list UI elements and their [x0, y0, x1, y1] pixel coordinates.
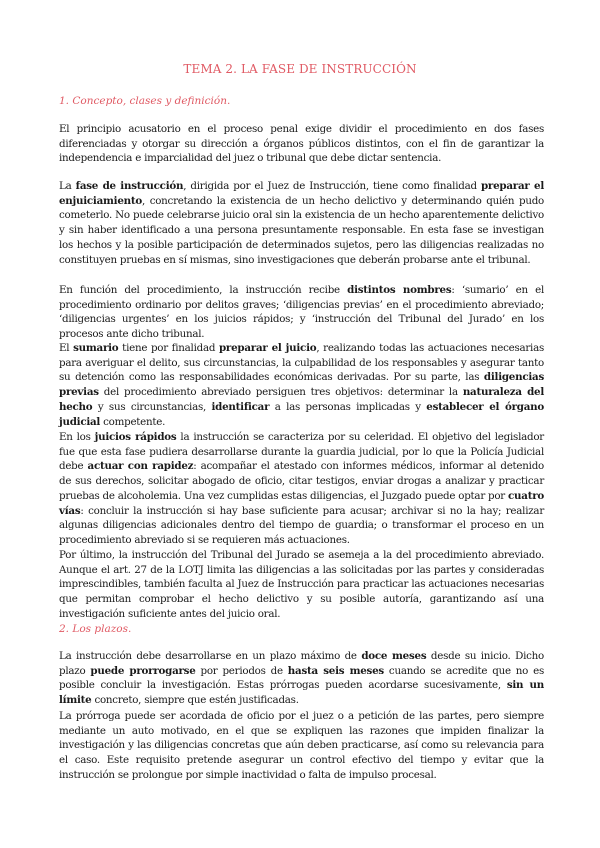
text-run: El: [59, 342, 74, 354]
text-run: y sus circunstancias,: [92, 400, 212, 413]
text-run: concreto, siempre que estén justificadas.: [91, 694, 299, 707]
paragraph-principio-acusatorio: [59, 122, 544, 166]
text-run: Por último, la instrucción del Tribunal del Jurado se asemeja a la del procedimiento abreviado. Aunque el art. 27 de la LOTJ limita las diligencias a las solicitadas por las partes y consideradas imprescindibles, también faculta al Juez de Instrucción para practicar las actuaciones necesarias que permitan comprobar el hecho delictivo y su posible autoría, garantizando así una investigación suficiente antes del juicio oral.: [59, 549, 544, 620]
text-run: cuando se acredite que no es posible concluir la investigación. Estas prórrogas pueden acordarse sucesivamente,: [59, 664, 544, 692]
text-run: En los: [59, 431, 95, 443]
text-run: desde su inicio. Dicho plazo: [59, 650, 544, 677]
bold-term: identificar: [211, 400, 270, 413]
bold-term: sumario: [73, 342, 119, 354]
bold-term: establecer el órgano judicial: [59, 400, 544, 428]
text-run: : ‘sumario’ en el procedimiento ordinario por delitos graves; ‘diligencias previas’ en el procedimiento abreviado; ‘diligencias urgentes’ en los juicios rápidos; y ‘instrucción del Tribunal del Jurado’ en los procesos ante dicho tribunal.: [59, 284, 544, 341]
paragraph-juicios-rapidos: [59, 430, 544, 548]
text-run: La instrucción debe desarrollarse en un plazo máximo de: [59, 650, 362, 662]
bold-term: distintos nombres: [347, 284, 452, 296]
paragraph-prorroga: [59, 709, 544, 783]
paragraph-tribunal-jurado: [59, 548, 544, 622]
paragraph-distintos-nombres: [59, 283, 544, 342]
text-run: La prórroga puede ser acordada de oficio por el juez o a petición de las partes, pero siempre mediante un auto motivado, en el que se expliquen las razones que impiden finalizar la investigación y las diligencias concretas que aún deben practicarse, así como su relevancia para el caso. Este requisito pretende asegurar un control efectivo del tiempo y evitar que la instrucción se prolongue por simple inactividad o falta de impulso procesal.: [59, 710, 544, 781]
bold-term: juicios rápidos: [94, 431, 177, 443]
bold-term: diligencias previas: [59, 371, 544, 399]
text-run: , concretando la existencia de un hecho delictivo y determinando quién pudo cometerlo. No puede celebrarse juicio oral sin la existencia de un hecho aparentemente delictivo y sin haber identificado a una persona presuntamente responsable. En esta fase se investigan los hechos y la posible participación de determinados sujetos, pero las diligencias realizadas no constituyen pruebas en sí mismas, sino investigaciones que deberán probarse ante el tribunal.: [59, 194, 544, 266]
bold-term: doce meses: [361, 650, 427, 662]
bold-term: puede prorrogarse: [90, 664, 196, 677]
text-run: del procedimiento abreviado persiguen tres objetivos: determinar la: [98, 386, 463, 399]
paragraph-fase-instruccion: [59, 179, 544, 267]
section-heading-concepto: 1. Concepto, clases y definición.: [59, 95, 231, 107]
text-run: competente.: [100, 415, 166, 428]
section-heading-plazos: 2. Los plazos.: [59, 623, 132, 635]
text-run: La: [59, 180, 76, 192]
paragraph-sumario: [59, 341, 544, 429]
bold-term: fase de instrucción: [75, 180, 184, 192]
bold-term: preparar el enjuiciamiento: [59, 180, 544, 207]
text-run: a las personas implicadas y: [269, 400, 427, 413]
text-run: , dirigida por el Juez de Instrucción, tiene como finalidad: [183, 180, 481, 192]
bold-term: sin un límite: [59, 679, 544, 707]
bold-term: actuar con rapidez: [87, 460, 194, 473]
bold-term: cuatro vías: [59, 489, 544, 517]
paragraph-plazo-maximo: [59, 649, 544, 708]
text-run: la instrucción se caracteriza por su celeridad. El objetivo del legislador fue que esta fase pudiera desarrollarse durante la guardia judicial, por lo que la Policía Judicial debe: [59, 431, 544, 473]
document-title: TEMA 2. LA FASE DE INSTRUCCIÓN: [183, 62, 417, 76]
bold-term: naturaleza del hecho: [59, 386, 544, 413]
text-run: por periodos de: [195, 664, 288, 677]
bold-term: preparar el juicio: [218, 342, 317, 354]
text-run: , realizando todas las actuaciones necesarias para averiguar el delito, sus circunstancias, la culpabilidad de los responsables y asegurar tanto su detención como las responsabilidades económicas derivadas. Por su parte, las: [59, 342, 545, 384]
text-run: : concluir la instrucción si hay base suficiente para acusar; archivar si no la hay; realizar algunas diligencias adicionales dentro del tiempo de guardia; o transformar el proceso en un procedimiento abreviado si se requieren más actuaciones.: [59, 504, 544, 546]
bold-term: hasta seis meses: [287, 664, 384, 677]
text-run: El principio acusatorio en el proceso penal exige dividir el procedimiento en dos fases diferenciadas y otorgar su dirección a órganos públicos distintos, con el fin de garantizar la independencia e imparcialidad del juez o tribunal que debe dictar sentencia.: [59, 123, 544, 165]
text-run: : acompañar el atestado con informes médicos, informar al detenido de sus derechos, solicitar abogado de oficio, citar testigos, enviar drogas a analizar y practicar pruebas de alcoholemia. Una vez cumplidas estas diligencias, el Juzgado puede optar por: [59, 460, 544, 502]
text-run: tiene por finalidad: [118, 342, 219, 354]
text-run: En función del procedimiento, la instrucción recibe: [59, 284, 348, 296]
